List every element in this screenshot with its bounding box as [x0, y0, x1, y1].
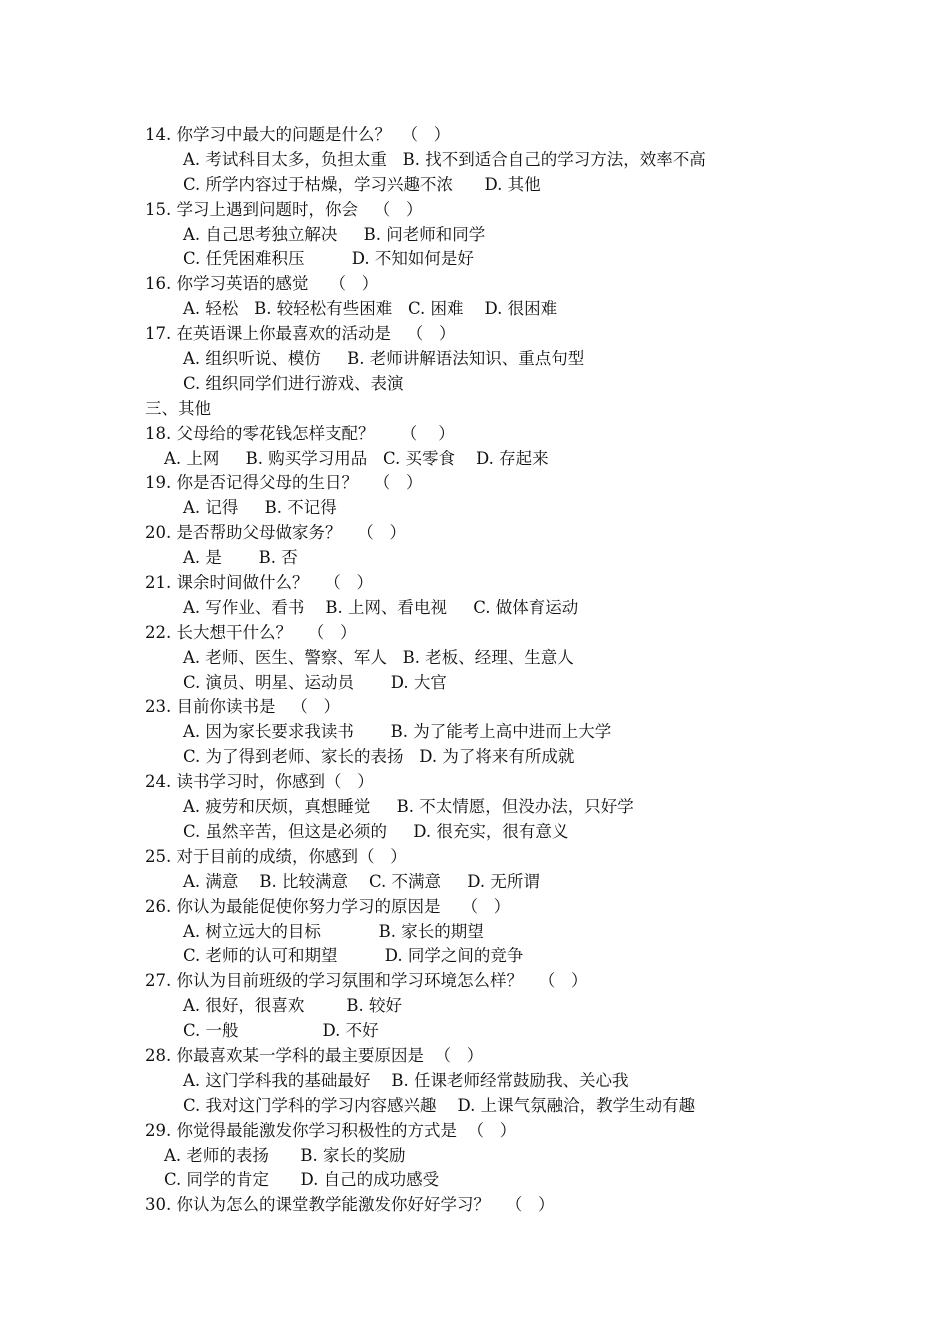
question-line: 16. 你学习英语的感觉 （ ） — [145, 274, 379, 294]
option-line: A. 这门学科我的基础最好 B. 任课老师经常鼓励我、关心我 — [183, 1070, 629, 1090]
question-line: 17. 在英语课上你最喜欢的活动是 （ ） — [145, 324, 456, 344]
option-line: A. 很好，很喜欢 B. 较好 — [183, 996, 402, 1016]
question-line: 14. 你学习中最大的问题是什么？ （ ） — [145, 125, 451, 144]
option-line: A. 考试科目太多，负担太重 B. 找不到适合自己的学习方法，效率不高 — [183, 149, 706, 169]
option-line: A. 轻松 B. 较轻松有些困难 C. 困难 D. 很困难 — [183, 299, 558, 319]
question-line: 30. 你认为怎么的课堂教学能激发你好好学习？ （ ） — [145, 1195, 555, 1215]
option-line: A. 自己思考独立解决 B. 问老师和同学 — [183, 224, 486, 244]
option-line: C. 我对这门学科的学习内容感兴趣 D. 上课气氛融洽，教学生动有趣 — [183, 1095, 696, 1115]
option-line: C. 组织同学们进行游戏、表演 — [183, 373, 404, 393]
option-line: A. 树立远大的目标 B. 家长的期望 — [183, 921, 484, 941]
option-line: A. 老师、医生、警察、军人 B. 老板、经理、生意人 — [183, 647, 574, 667]
option-line: A. 记得 B. 不记得 — [183, 498, 337, 518]
option-line: C. 任凭困难积压 D. 不知如何是好 — [183, 249, 474, 269]
option-line: A. 上网 B. 购买学习用品 C. 买零食 D. 存起来 — [164, 448, 549, 468]
option-line: A. 是 B. 否 — [183, 548, 298, 568]
option-line: C. 为了得到老师、家长的表扬 D. 为了将来有所成就 — [183, 747, 575, 767]
question-line: 27. 你认为目前班级的学习氛围和学习环境怎么样？ （ ） — [145, 971, 588, 991]
question-line: 24. 读书学习时，你感到（ ） — [145, 772, 374, 792]
option-line: A. 满意 B. 比较满意 C. 不满意 D. 无所谓 — [183, 871, 540, 891]
question-line: 25. 对于目前的成绩，你感到（ ） — [145, 846, 407, 866]
question-line: 20. 是否帮助父母做家务？ （ ） — [145, 523, 406, 543]
option-line: C. 演员、明星、运动员 D. 大官 — [183, 672, 447, 692]
question-line: 19. 你是否记得父母的生日？ （ ） — [145, 473, 423, 493]
option-line: A. 老师的表扬 B. 家长的奖励 — [164, 1145, 406, 1165]
question-line: 28. 你最喜欢某一学科的最主要原因是 （ ） — [145, 1045, 484, 1065]
option-line: A. 组织听说、模仿 B. 老师讲解语法知识、重点句型 — [183, 349, 585, 369]
option-line: A. 因为家长要求我读书 B. 为了能考上高中进而上大学 — [183, 722, 612, 742]
question-line: 26. 你认为最能促使你努力学习的原因是 （ ） — [145, 896, 511, 916]
question-line: 29. 你觉得最能激发你学习积极性的方式是 （ ） — [145, 1120, 517, 1140]
question-line: 15. 学习上遇到问题时，你会 （ ） — [145, 199, 423, 219]
option-line: A. 写作业、看书 B. 上网、看电视 C. 做体育运动 — [183, 597, 579, 617]
question-line: 23. 目前你读书是 （ ） — [145, 697, 340, 717]
option-line: C. 同学的肯定 D. 自己的成功感受 — [164, 1170, 440, 1190]
option-line: C. 老师的认可和期望 D. 同学之间的竞争 — [183, 946, 524, 966]
option-line: C. 一般 D. 不好 — [183, 1021, 379, 1041]
question-line: 18. 父母给的零花钱怎样支配？ （ ） — [145, 423, 455, 443]
option-line: C. 所学内容过于枯燥，学习兴趣不浓 D. 其他 — [183, 174, 541, 194]
option-line: C. 虽然辛苦，但这是必须的 D. 很充实，很有意义 — [183, 821, 569, 841]
question-line: 21. 课余时间做什么？ （ ） — [145, 573, 373, 593]
question-line: 22. 长大想干什么？ （ ） — [145, 622, 357, 642]
questionnaire-body — [0, 123, 950, 1218]
option-line: A. 疲劳和厌烦，真想睡觉 B. 不太情愿，但没办法，只好学 — [183, 797, 634, 817]
section-heading: 三、其他 — [145, 398, 211, 418]
